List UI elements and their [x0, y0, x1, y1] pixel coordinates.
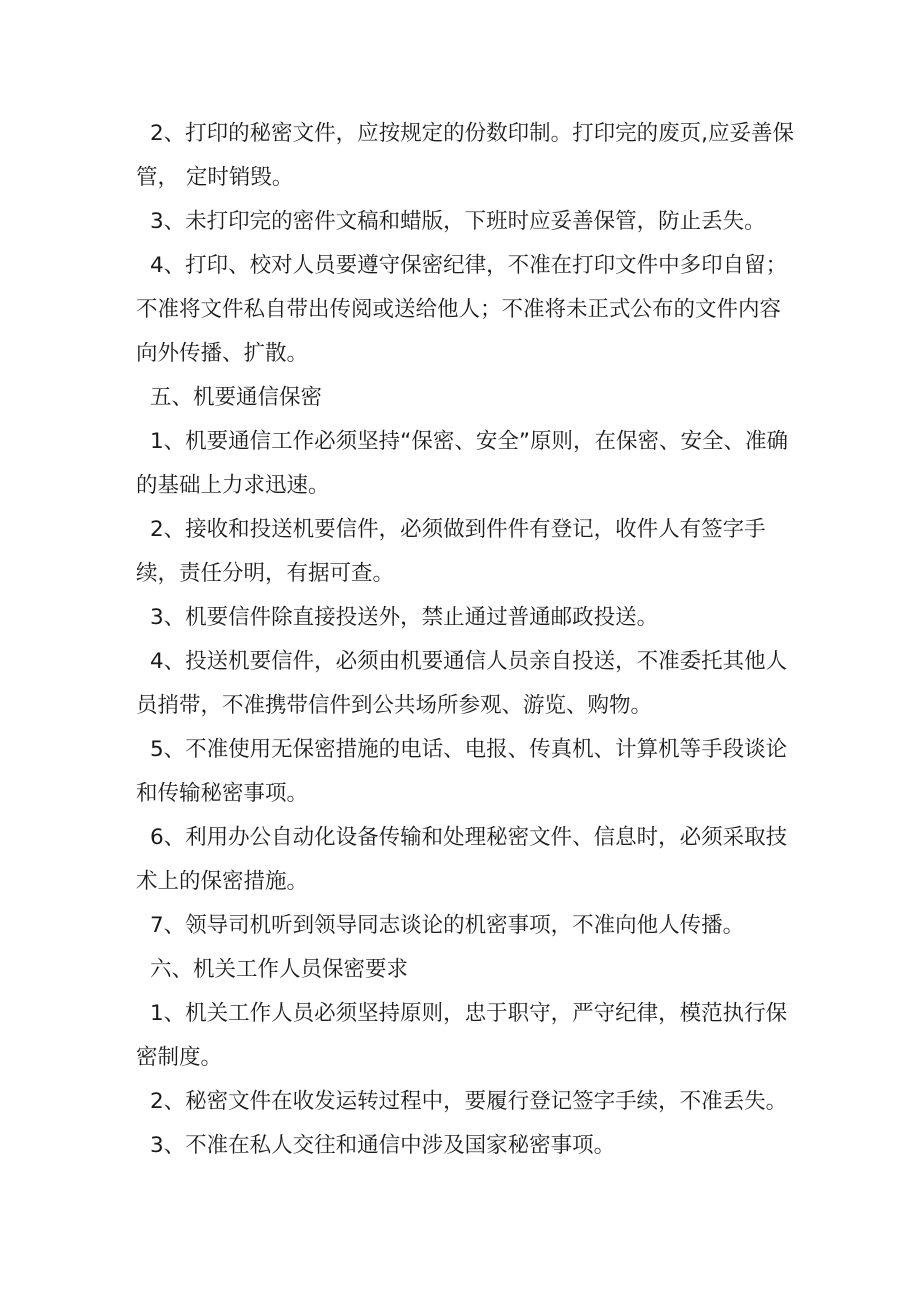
- paragraph: 4、打印、校对人员要遵守保密纪律，不准在打印文件中多印自留；不准将文件私自带出传阅或送给他人；不准将未正式公布的文件内容向外传播、扩散。: [136, 253, 788, 366]
- paragraph: 4、投送机要信件，必须由机要通信人员亲自投送，不准委托其他人员捎带，不准携带信件到公共场所参观、游览、购物。: [136, 649, 788, 718]
- section-heading: 五、机要通信保密: [150, 385, 323, 410]
- paragraph: 5、不准使用无保密措施的电话、电报、传真机、计算机等手段谈论和传输秘密事项。: [136, 737, 788, 806]
- paragraph: 1、机要通信工作必须坚持“保密、安全”原则，在保密、安全、准确的基础上力求迅速。: [136, 429, 788, 498]
- paragraph: 3、机要信件除直接投送外，禁止通过普通邮政投送。: [150, 605, 659, 630]
- paragraph: 3、未打印完的密件文稿和蜡版，下班时应妥善保管，防止丢失。: [150, 209, 766, 234]
- paragraph: 2、接收和投送机要信件，必须做到件件有登记，收件人有签字手续，责任分明，有据可查。: [136, 517, 766, 586]
- paragraph: 2、秘密文件在收发运转过程中，要履行登记签字手续，不准丢失。: [150, 1089, 788, 1114]
- paragraph: 7、领导司机听到领导同志谈论的机密事项，不准向他人传播。: [150, 913, 745, 938]
- paragraph: 6、利用办公自动化设备传输和处理秘密文件、信息时，必须采取技术上的保密措施。: [136, 825, 788, 894]
- paragraph: 3、不准在私人交往和通信中涉及国家秘密事项。: [150, 1133, 616, 1158]
- paragraph: 1、机关工作人员必须坚持原则，忠于职守，严守纪律，模范执行保密制度。: [136, 1001, 788, 1070]
- section-heading: 六、机关工作人员保密要求: [150, 957, 409, 982]
- paragraph: 2、打印的秘密文件，应按规定的份数印制。打印完的废页,应妥善保管， 定时销毁。: [136, 121, 795, 190]
- document-body: [136, 112, 796, 1168]
